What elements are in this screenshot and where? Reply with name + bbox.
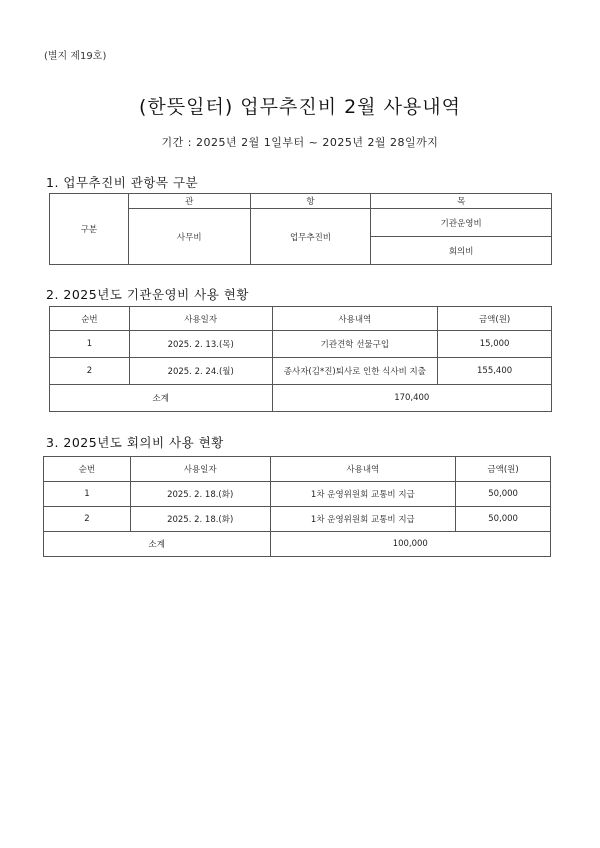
- header-desc: 사용내역: [272, 307, 438, 331]
- row-desc: 1차 운영위원회 교통비 지급: [270, 507, 456, 532]
- table-row: [44, 482, 551, 507]
- table-row: [50, 358, 552, 385]
- subtotal-label: 소계: [50, 385, 273, 412]
- row-date: 2025. 2. 13.(목): [129, 331, 272, 358]
- table-row: [50, 331, 552, 358]
- subtotal-label: 소계: [44, 532, 271, 557]
- row-desc: 기관견학 선물구입: [272, 331, 438, 358]
- subtotal-value: 100,000: [270, 532, 550, 557]
- row-date: 2025. 2. 24.(월): [129, 358, 272, 385]
- row-amount: 15,000: [438, 331, 552, 358]
- form-number-label: (별지 제19호): [44, 51, 107, 62]
- subtotal-value: 170,400: [272, 385, 551, 412]
- row-date: 2025. 2. 18.(화): [130, 482, 270, 507]
- header-amount: 금액(원): [456, 457, 551, 482]
- table-header-row: [50, 307, 552, 331]
- mok-value-1: 기관운영비: [371, 209, 552, 237]
- row-desc: 종사자(김*진)퇴사로 인한 식사비 지출: [272, 358, 438, 385]
- header-no: 순번: [44, 457, 131, 482]
- row-amount: 155,400: [438, 358, 552, 385]
- header-category: 구분: [50, 194, 129, 265]
- subtotal-row: [44, 532, 551, 557]
- subtotal-row: [50, 385, 552, 412]
- operating-expense-table: [49, 306, 552, 412]
- section1-title: 1. 업무추진비 관항목 구분: [46, 175, 199, 190]
- header-mok: 목: [371, 194, 552, 209]
- header-no: 순번: [50, 307, 130, 331]
- row-amount: 50,000: [456, 507, 551, 532]
- header-date: 사용일자: [130, 457, 270, 482]
- header-hang: 항: [250, 194, 371, 209]
- period-text: 기간 : 2025년 2월 1일부터 ~ 2025년 2월 28일까지: [161, 136, 439, 149]
- row-no: 1: [44, 482, 131, 507]
- section2-title: 2. 2025년도 기관운영비 사용 현황: [46, 287, 249, 302]
- gwan-value: 사무비: [128, 209, 250, 265]
- meeting-expense-table: [43, 456, 551, 557]
- header-desc: 사용내역: [270, 457, 456, 482]
- budget-category-table: [49, 193, 552, 265]
- document-title: (한뜻일터) 업무추진비 2월 사용내역: [139, 96, 461, 118]
- header-amount: 금액(원): [438, 307, 552, 331]
- header-date: 사용일자: [129, 307, 272, 331]
- table-header-row: [44, 457, 551, 482]
- row-date: 2025. 2. 18.(화): [130, 507, 270, 532]
- header-gwan: 관: [128, 194, 250, 209]
- row-amount: 50,000: [456, 482, 551, 507]
- row-desc: 1차 운영위원회 교통비 지급: [270, 482, 456, 507]
- hang-value: 업무추진비: [250, 209, 371, 265]
- row-no: 1: [50, 331, 130, 358]
- mok-value-2: 회의비: [371, 237, 552, 265]
- table-row: [44, 507, 551, 532]
- row-no: 2: [50, 358, 130, 385]
- row-no: 2: [44, 507, 131, 532]
- section3-title: 3. 2025년도 회의비 사용 현황: [46, 435, 224, 450]
